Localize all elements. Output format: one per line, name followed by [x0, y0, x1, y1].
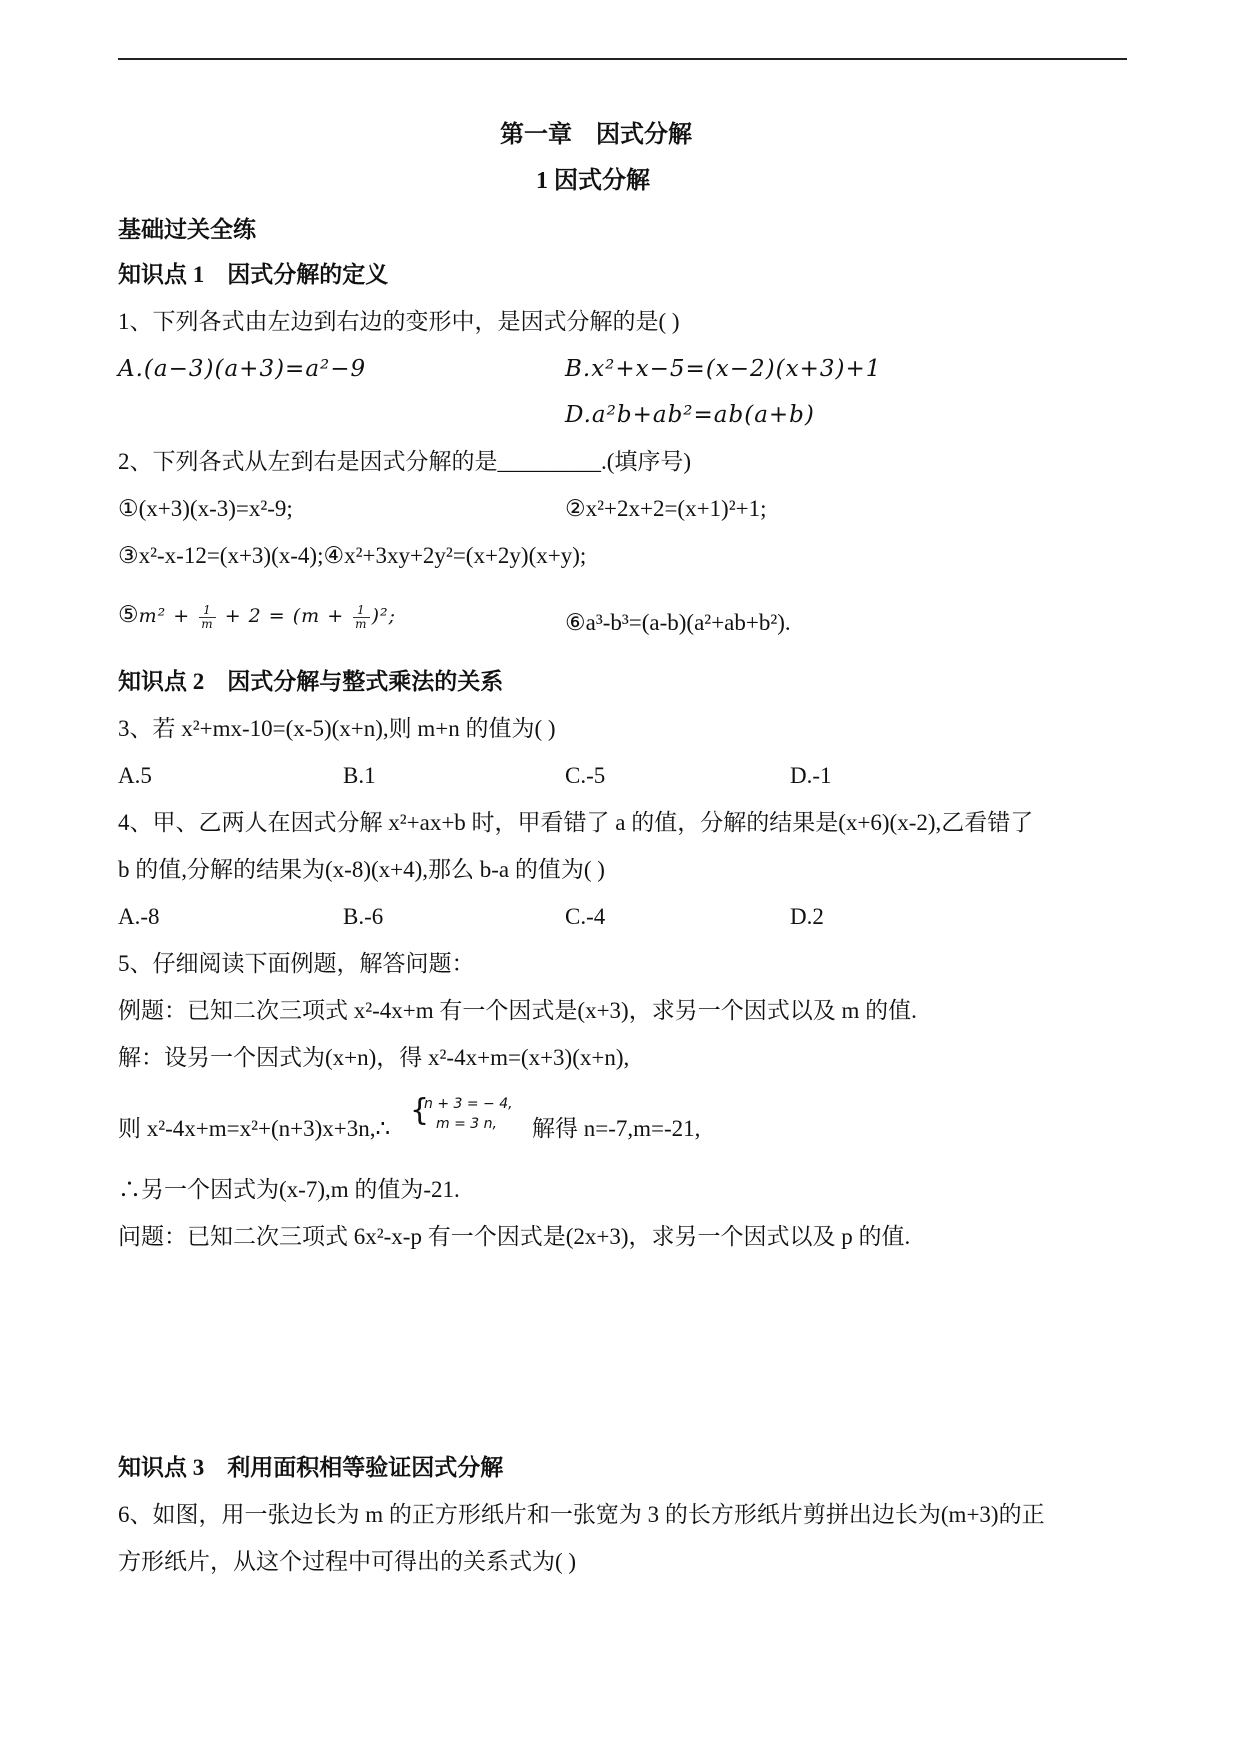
- question-5-problem: 问题：已知二次三项式 6x²-x-p 有一个因式是(2x+3)，求另一个因式以及 p 的值.: [118, 1224, 911, 1249]
- question-4-option-c: C.-4: [565, 904, 606, 929]
- question-4-option-b: B.-6: [343, 904, 384, 929]
- item-5-formula: m² + $\frac{1}{m}$ + 2 = (m + $\frac{1}{m}$ )²;: [138, 602, 396, 631]
- question-5-solution-line-1: 解：设另一个因式为(x+n)，得 x²-4x+m=(x+3)(x+n),: [118, 1045, 630, 1070]
- fraction-1-over-m-2: $\frac{1}{m}$: [355, 602, 368, 631]
- chapter-title: 第一章 因式分解: [500, 122, 692, 148]
- question-5-conclusion: ∴另一个因式为(x-7),m 的值为-21.: [118, 1177, 460, 1202]
- question-3-option-b: B.1: [343, 763, 376, 788]
- question-2-item-1: ①(x+3)(x-3)=x²-9;: [118, 496, 293, 521]
- fraction-1-over-m: $\frac{1}{m}$: [201, 602, 214, 631]
- knowledge-point-1: 知识点 1 因式分解的定义: [118, 262, 389, 287]
- question-5-solution-line-2-suffix: 解得 n=-7,m=-21,: [532, 1116, 701, 1141]
- question-1-stem: 1、下列各式由左边到右边的变形中，是因式分解的是( ): [118, 309, 680, 334]
- question-2-item-5: ⑤m² + $\frac{1}{m}$ + 2 = (m + $\frac{1}{m}$ )²;: [118, 602, 396, 631]
- question-3-option-c: C.-5: [565, 763, 606, 788]
- question-1-option-b: B.x²+x−5=(x−2)(x+3)+1: [565, 356, 882, 382]
- question-4-stem-line-2: b 的值,分解的结果为(x-8)(x+4),那么 b-a 的值为( ): [118, 857, 605, 882]
- question-5-example: 例题：已知二次三项式 x²-4x+m 有一个因式是(x+3)，求另一个因式以及 m 的值.: [118, 998, 917, 1023]
- question-3-stem: 3、若 x²+mx-10=(x-5)(x+n),则 m+n 的值为( ): [118, 716, 556, 741]
- header-rule: [118, 58, 1127, 60]
- question-5-stem: 5、仔细阅读下面例题，解答问题：: [118, 951, 475, 976]
- equation-system-line-1: n + 3 = − 4,: [424, 1096, 513, 1112]
- question-2-item-2: ②x²+2x+2=(x+1)²+1;: [565, 496, 767, 521]
- question-4-option-a: A.-8: [118, 904, 160, 929]
- knowledge-point-2: 知识点 2 因式分解与整式乘法的关系: [118, 669, 504, 694]
- question-4-stem-line-1: 4、甲、乙两人在因式分解 x²+ax+b 时，甲看错了 a 的值，分解的结果是(x+6)(x-2),乙看错了: [118, 810, 1034, 835]
- question-3-option-d: D.-1: [790, 763, 832, 788]
- knowledge-point-3: 知识点 3 利用面积相等验证因式分解: [118, 1455, 504, 1480]
- equation-system-brace: {: [410, 1093, 430, 1128]
- question-1-option-a: A.(a−3)(a+3)=a²−9: [118, 356, 367, 382]
- question-6-stem-line-1: 6、如图，用一张边长为 m 的正方形纸片和一张宽为 3 的长方形纸片剪拼出边长为(m+3)的正: [118, 1502, 1045, 1527]
- question-2-stem: 2、下列各式从左到右是因式分解的是_________.(填序号): [118, 449, 692, 474]
- question-6-stem-line-2: 方形纸片，从这个过程中可得出的关系式为( ): [118, 1549, 577, 1574]
- question-5-solution-line-2-prefix: 则 x²-4x+m=x²+(n+3)x+3n,∴: [118, 1116, 391, 1141]
- exercise-heading: 基础过关全练: [118, 217, 256, 242]
- equation-system-line-2: m = 3 n,: [436, 1116, 497, 1132]
- question-3-option-a: A.5: [118, 763, 152, 788]
- question-1-option-d: D.a²b+ab²=ab(a+b): [565, 402, 815, 428]
- question-2-item-6: ⑥a³-b³=(a-b)(a²+ab+b²).: [565, 610, 791, 635]
- section-subtitle: 1 因式分解: [536, 168, 650, 194]
- question-4-option-d: D.2: [790, 904, 824, 929]
- question-2-items-3-4: ③x²-x-12=(x+3)(x-4);④x²+3xy+2y²=(x+2y)(x+y);: [118, 543, 587, 568]
